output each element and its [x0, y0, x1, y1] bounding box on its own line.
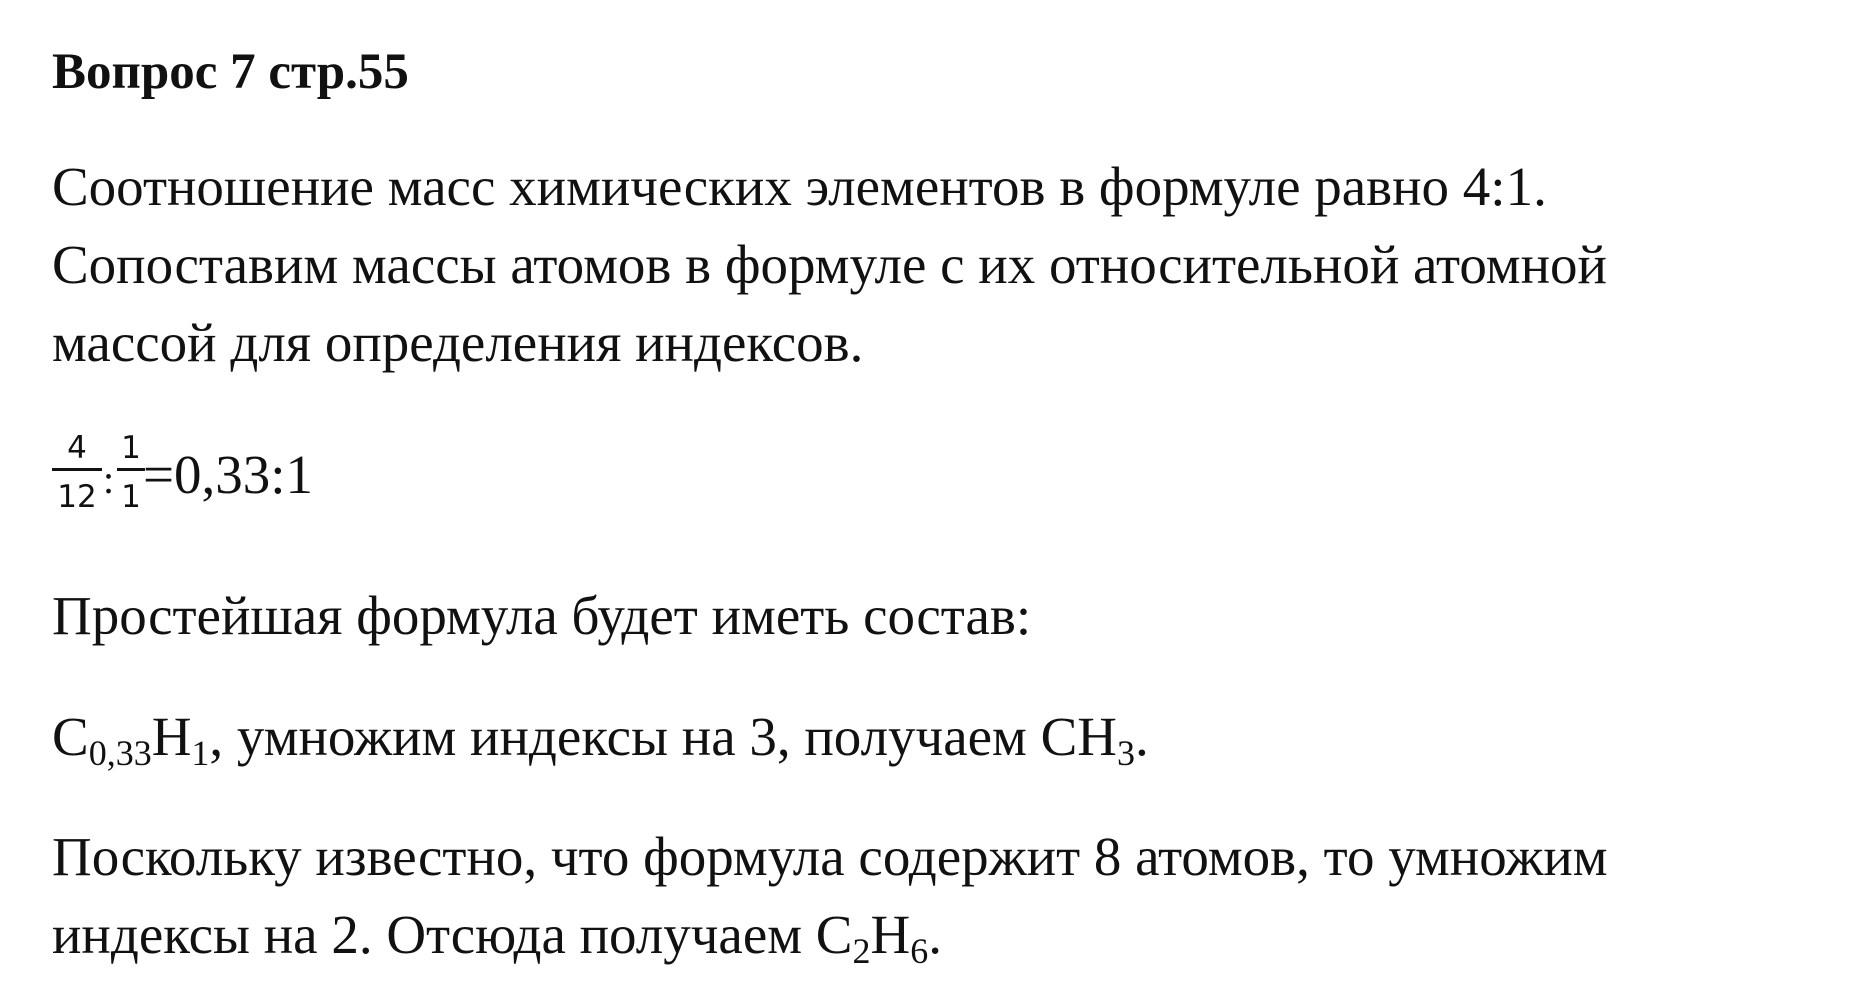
subscript-index: 0,33: [88, 733, 152, 773]
ratio-colon: :: [103, 457, 115, 502]
element-symbol: H: [151, 706, 192, 767]
paragraph-line: [52, 896, 1608, 974]
paragraph-simplest-formula: Простейшая формула будет иметь состав:: [52, 585, 1032, 646]
paragraph-mass-ratio: [52, 148, 1607, 382]
fraction-hydrogen: [117, 428, 145, 517]
subscript-index: 6: [910, 931, 929, 971]
paragraph-end: .: [1134, 706, 1149, 767]
subscript-index: 1: [191, 733, 210, 773]
paragraph-end: .: [928, 904, 942, 965]
paragraph-line: Поскольку известно, что формула содержит 8 атомов, то умножим: [52, 826, 1608, 887]
paragraph-text: , умножим индексы на 3, получаем CH: [209, 706, 1117, 767]
question-title: Вопрос 7 стр.55: [52, 44, 409, 100]
paragraph-c2h6: [52, 818, 1608, 974]
paragraph-line: Сопоставим массы атомов в формуле с их относительной атомной: [52, 234, 1607, 295]
paragraph-ch3: [52, 698, 1149, 776]
paragraph-line: массой для определения индексов.: [52, 312, 864, 373]
subscript-index: 3: [1116, 733, 1135, 773]
fraction-denominator: 12: [57, 479, 97, 515]
element-symbol: H: [870, 904, 911, 965]
ratio-result: =0,33:1: [143, 444, 314, 505]
subscript-index: 2: [852, 931, 871, 971]
fraction-carbon: [52, 428, 102, 517]
paragraph-text: индексы на 2. Отсюда получаем C: [52, 904, 853, 965]
fraction-numerator: 4: [67, 430, 87, 466]
paragraph-line: Соотношение масс химических элементов в формуле равно 4:1.: [52, 156, 1547, 217]
fraction-denominator: 1: [121, 479, 141, 515]
fraction-numerator: 1: [121, 430, 141, 466]
element-symbol: C: [52, 706, 89, 767]
